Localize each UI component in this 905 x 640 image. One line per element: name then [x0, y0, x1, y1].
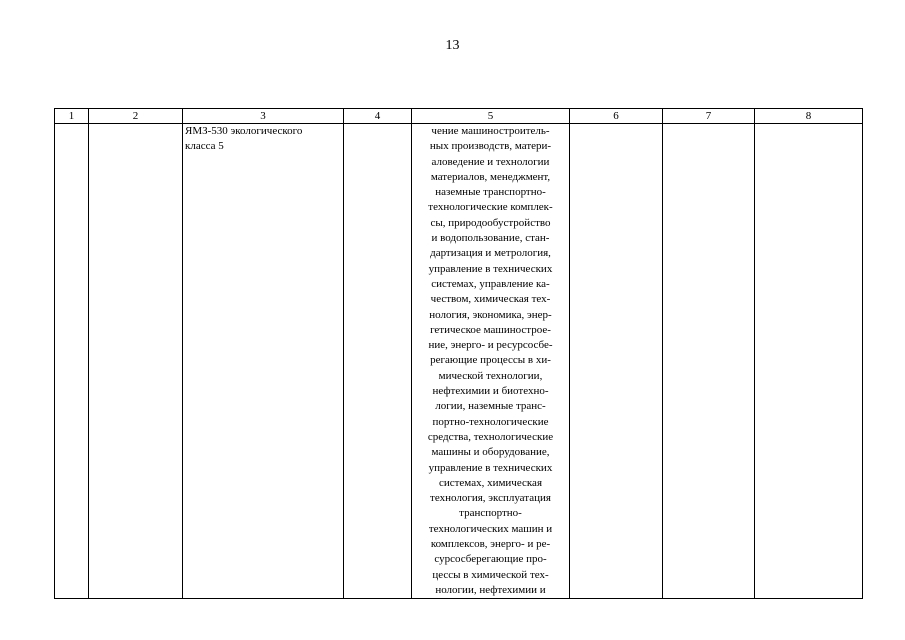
training-area-line: гетическое машинострое-	[430, 323, 551, 336]
cell-col8	[755, 124, 863, 599]
training-area-line: нефтехимии и биотехно-	[432, 385, 549, 398]
column-header-7: 7	[663, 109, 755, 124]
training-area-line: технологических машин и	[428, 522, 553, 535]
training-area-line: машины и оборудование,	[431, 446, 550, 459]
header-row	[55, 109, 863, 124]
cell-col6	[570, 124, 663, 599]
cell-col4	[344, 124, 412, 599]
training-area-line: нология, экономика, энер-	[429, 308, 552, 321]
training-area-line: сы, природообустройство	[430, 216, 551, 229]
engine-model-line: ЯМЗ-530 экологического	[185, 125, 303, 137]
training-area-line: ных производств, матери-	[429, 140, 552, 153]
training-area-line: управление в технических	[428, 461, 553, 474]
table-row	[55, 124, 863, 599]
training-area-line: сурсосберегающие про-	[434, 553, 547, 566]
training-area-line: системах, управление ка-	[431, 277, 550, 290]
training-area-line: комплексов, энерго- и ре-	[430, 538, 551, 551]
column-header-5: 5	[412, 109, 570, 124]
training-area-line: технологические комплек-	[428, 201, 553, 214]
column-header-6: 6	[570, 109, 663, 124]
cell-col1	[55, 124, 89, 599]
column-header-8: 8	[755, 109, 863, 124]
cell-engine-model	[183, 124, 344, 599]
training-area-line: нологии, нефтехимии и	[435, 583, 546, 596]
column-header-1: 1	[55, 109, 89, 124]
cell-col7	[663, 124, 755, 599]
column-header-2: 2	[89, 109, 183, 124]
training-area-line: системах, химическая	[438, 476, 543, 489]
training-area-line: мической технологии,	[438, 369, 543, 382]
training-area-line: и водопользование, стан-	[431, 232, 550, 245]
training-area-line: регающие процессы в хи-	[430, 354, 551, 367]
training-area-line: наземные транспортно-	[435, 186, 546, 199]
page-number: 13	[445, 38, 460, 53]
training-area-line: материалов, менеджмент,	[430, 170, 551, 183]
training-area-line: дартизация и метрология,	[430, 247, 551, 260]
training-area-line: цессы в химической тех-	[432, 568, 549, 581]
document-table	[54, 108, 863, 599]
training-area-line: логии, наземные транс-	[435, 400, 546, 413]
training-area-line: технология, эксплуатация	[430, 492, 551, 505]
training-area-line: управление в технических	[428, 262, 553, 275]
training-area-line: чение машиностроитель-	[431, 125, 550, 137]
training-area-line: ние, энерго- и ресурсосбе-	[428, 339, 553, 352]
training-area-line: аловедение и технологии	[431, 155, 550, 168]
engine-model-line: класса 5	[185, 140, 224, 153]
training-area-line: средства, технологические	[427, 430, 554, 443]
column-header-3: 3	[183, 109, 344, 124]
training-area-line: транспортно-	[459, 507, 522, 520]
training-area-line: чеством, химическая тех-	[430, 293, 551, 306]
training-area-line: портно-технологические	[432, 415, 549, 428]
cell-col2	[89, 124, 183, 599]
cell-training-areas	[412, 124, 570, 599]
column-header-4: 4	[344, 109, 412, 124]
